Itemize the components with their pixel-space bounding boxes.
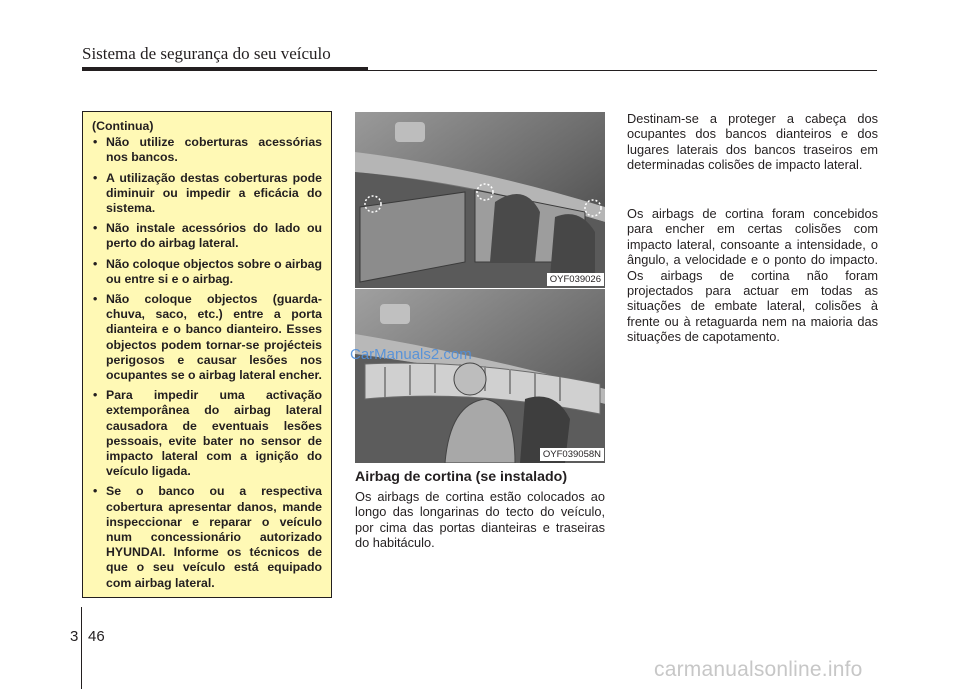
paragraph: Os airbags de cortina estão colocados ao longo das longarinas do tecto do veículo, por cima das portas dianteiras e traseiras do habitáculo. (355, 489, 605, 551)
page-divider (81, 607, 82, 689)
curtain-airbag-deployed-photo (355, 289, 605, 463)
warning-item: • Se o banco ou a respectiva cobertura apresentar danos, mande inspeccionar e reparar o veículo num concessionário autorizado HYUNDAI. Informe os técnicos de que o seu veículo está equipado com airbag lateral. (92, 484, 322, 590)
paragraph: Destinam-se a proteger a cabeça dos ocupantes dos bancos dianteiros e dos lugares laterais dos bancos traseiros em determinadas colisões de impacto lateral. (627, 111, 878, 173)
deployed-airbag-illustration (355, 289, 605, 463)
warning-item: • Para impedir uma activação extemporânea do airbag lateral causadora de eventuais lesões pessoais, evite bater no sensor de impacto lateral com a ignição do veículo ligada. (92, 388, 322, 479)
warning-item: • Não instale acessórios do lado ou perto do airbag lateral. (92, 221, 322, 251)
warning-item: • A utilização destas coberturas pode diminuir ou impedir a eficácia do sistema. (92, 171, 322, 217)
figure-code: OYF039058N (540, 448, 604, 461)
section-heading: Airbag de cortina (se instalado) (355, 469, 568, 485)
warning-title: (Continua) (92, 119, 154, 133)
paragraph: Os airbags de cortina foram concebidos para encher em certas colisões com impacto lateral, consoante a intensidade, o ângulo, a velocidade e o ponto do impacto. Os airbags de cortina não foram projectados para actuar em todas as situações de embate lateral, colisões à frente ou à retaguarda nem na maioria das situações de capotamento. (627, 206, 878, 345)
footer-watermark: carmanualsonline.info (654, 658, 863, 681)
header-title: Sistema de segurança do seu veículo (82, 44, 331, 63)
warning-item: • Não utilize coberturas acessórias nos bancos. (92, 135, 322, 165)
chapter-number: 3 (70, 628, 79, 645)
header-rule-thin (82, 70, 877, 71)
car-interior-illustration (355, 112, 605, 288)
curtain-airbag-location-photo (355, 112, 605, 288)
warning-item: • Não coloque objectos sobre o airbag ou entre si e o airbag. (92, 257, 322, 287)
figure-code: OYF039026 (547, 273, 604, 286)
warning-list (92, 135, 322, 591)
warning-item: • Não coloque objectos (guarda-chuva, saco, etc.) entre a porta dianteira e o banco dianteiro. Esses objectos podem tornar-se projécteis perigosos e causar lesões nos ocupantes se o airbag lateral encher. (92, 292, 322, 383)
page-number: 46 (88, 628, 105, 645)
warning-box (82, 111, 332, 598)
watermark: CarManuals2.com (350, 346, 472, 363)
